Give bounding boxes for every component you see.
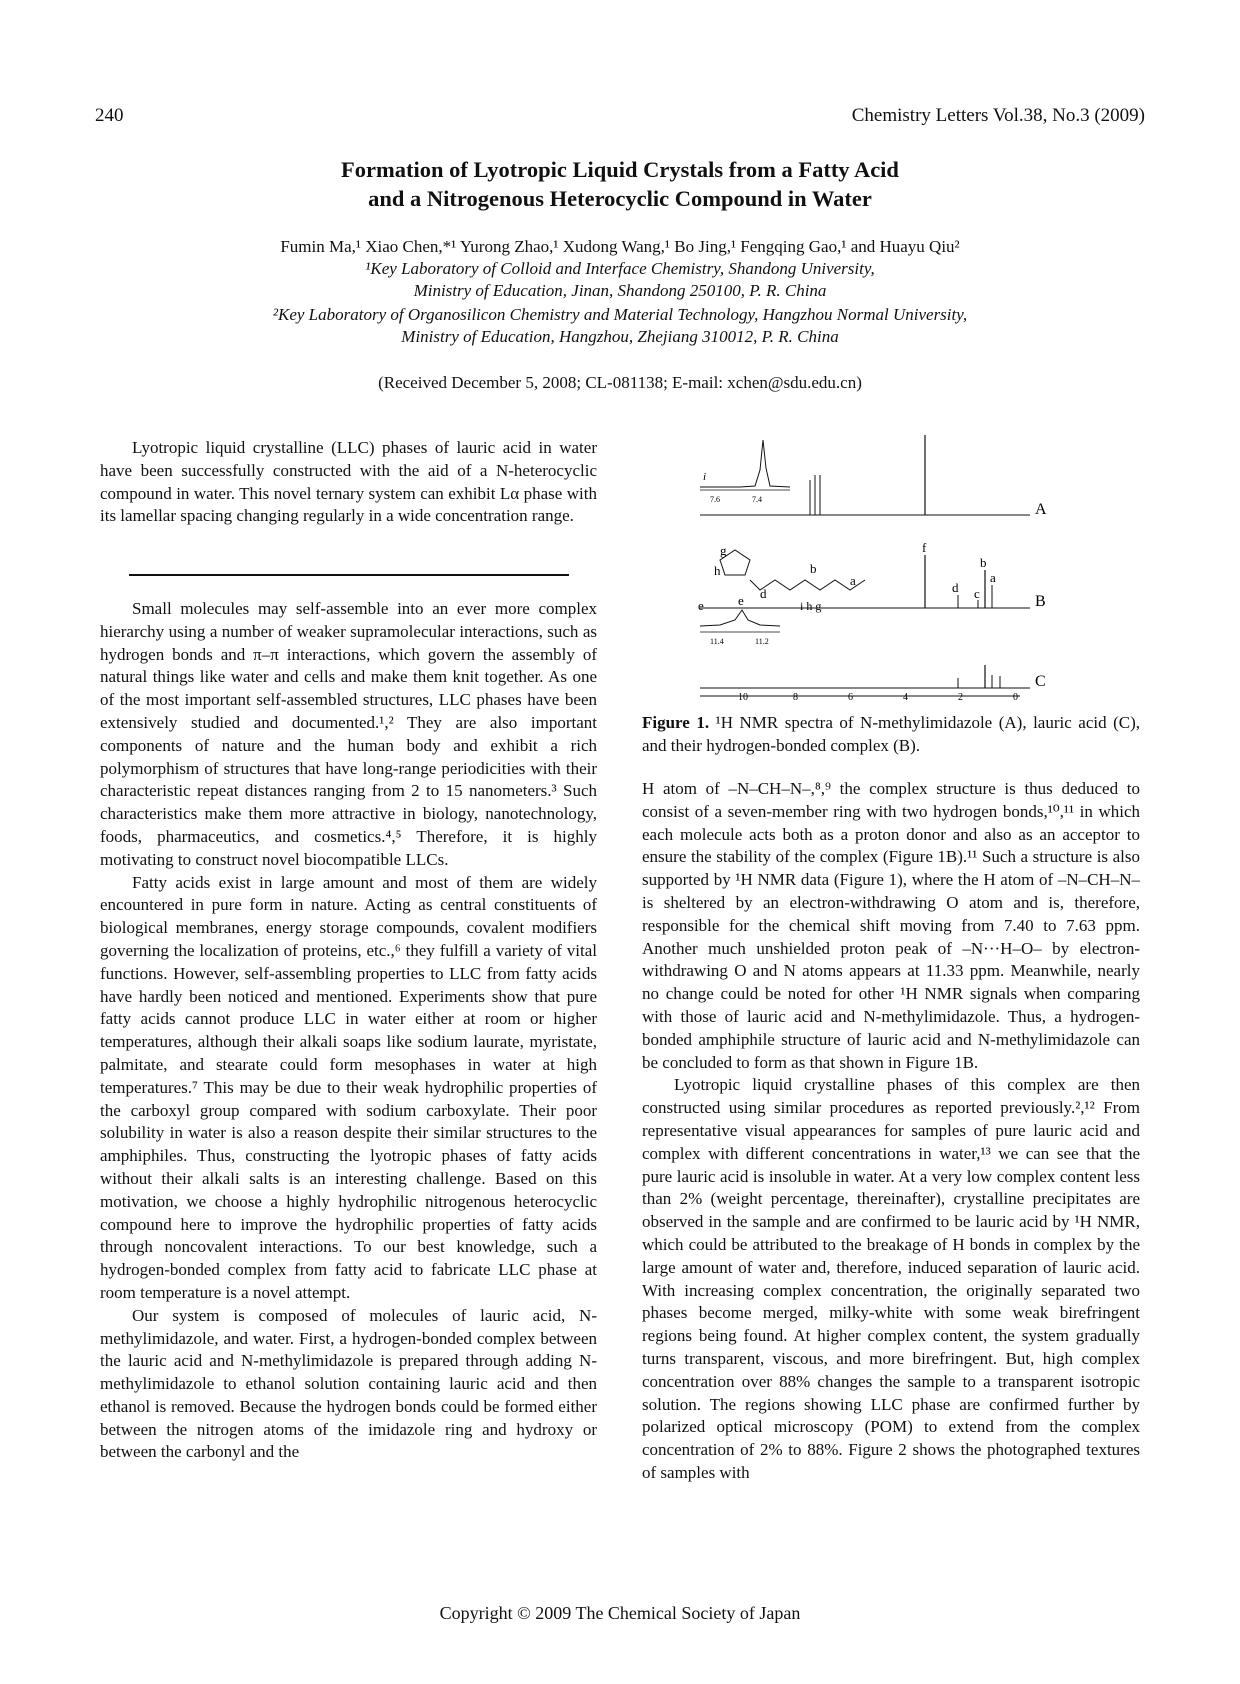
x-axis-ticks xyxy=(738,692,1018,703)
page-number: 240 xyxy=(95,105,124,126)
peak-label: d xyxy=(760,586,767,601)
caption-text: ¹H NMR spectra of N-methylimidazole (A), lauric acid (C), and their hydrogen-bonded complex (B). xyxy=(642,713,1141,755)
nmr-spectra-figure xyxy=(698,430,1140,703)
peak-label: a xyxy=(850,573,856,588)
body-paragraph: Our system is composed of molecules of lauric acid, N-methylimidazole, and water. First, a hydrogen-bonded complex between the lauric acid and N-methylimidazole is prepared through adding N-methylimidazole to ethanol solution containing lauric acid and then ethanol is removed. Because the hydrogen bonds could be formed either between the nitrogen atoms of the imidazole ring and hydroxy or between the carbonyl and the xyxy=(100,1305,597,1462)
abstract-text: Lyotropic liquid crystalline (LLC) phases of lauric acid in water have been successfully constructed with the aid of a N-heterocyclic compound in water. This novel ternary system can exhibit Lα phase with its lamellar spacing changing regularly in a wide concentration range. xyxy=(100,438,597,526)
inset-a-tick: 7.4 xyxy=(752,495,762,504)
journal-citation: Chemistry Letters Vol.38, No.3 (2009) xyxy=(851,105,1145,126)
spectrum-label-a: A xyxy=(1035,501,1047,518)
peak-label: i xyxy=(703,471,707,483)
peak-label: c xyxy=(974,586,980,601)
inset-c-tick: 11.2 xyxy=(755,637,769,646)
peak-label: e xyxy=(738,593,744,608)
right-column xyxy=(642,778,1140,1485)
x-tick-label: 6 xyxy=(848,692,853,703)
body-paragraph: Small molecules may self-assemble into an ever more complex hierarchy using a number of weaker supramolecular interactions, such as hydrogen bonds and π–π interactions, which govern the assembly of natural things like water and cells and make them knit together. As one of the most important self-assembled structures, LLC phases have been extensively studied and documented.¹,² They are also important components of nature and the human body and exhibit a rich polymorphism of structures that have long-range periodicities with their characteristic repeat distances ranging from 2 to 15 nanometers.³ Such characteristics make them more attractive in biology, nanotechnology, foods, pharmaceutics, and cosmetics.⁴,⁵ Therefore, it is highly motivating to construct novel biocompatible LLCs. xyxy=(100,599,597,869)
peak-label: f xyxy=(922,540,927,555)
caption-label: Figure 1. xyxy=(642,713,710,732)
affiliation-1-line-1: ¹Key Laboratory of Colloid and Interface Chemistry, Shandong University, xyxy=(365,259,875,278)
peak-label: g xyxy=(720,543,727,558)
peak-label: a xyxy=(990,570,996,585)
abstract-divider xyxy=(129,574,569,576)
figure-caption xyxy=(642,712,1140,758)
inset-c-tick: 11.4 xyxy=(710,637,724,646)
inset-c-peak xyxy=(700,610,780,626)
title-line-1: Formation of Lyotropic Liquid Crystals from a Fatty Acid xyxy=(341,157,899,182)
alkyl-chain xyxy=(750,580,865,590)
inset-a-tick: 7.6 xyxy=(710,495,720,504)
paper-title xyxy=(0,155,1240,213)
author-list: Fumin Ma,¹ Xiao Chen,*¹ Yurong Zhao,¹ Xudong Wang,¹ Bo Jing,¹ Fengqing Gao,¹ and Huayu Qiu² xyxy=(280,237,960,256)
peak-label: i h g xyxy=(800,599,822,613)
x-tick-label: 2 xyxy=(958,692,963,703)
peak-label: b xyxy=(980,555,987,570)
peak-label: h xyxy=(714,563,721,578)
spectrum-label-c: C xyxy=(1035,673,1046,690)
peak-label: e xyxy=(698,598,704,613)
x-tick-label: 0 xyxy=(1013,692,1018,703)
affiliation-2-line-1: ²Key Laboratory of Organosilicon Chemistry and Material Technology, Hangzhou Normal University, xyxy=(272,305,968,324)
x-tick-label: 8 xyxy=(793,692,798,703)
left-column xyxy=(100,598,597,1464)
received-line: (Received December 5, 2008; CL-081138; E-mail: xchen@sdu.edu.cn) xyxy=(378,373,862,392)
affiliation-1-line-2: Ministry of Education, Jinan, Shandong 250100, P. R. China xyxy=(413,281,827,300)
body-paragraph: H atom of –N–CH–N–,⁸,⁹ the complex structure is thus deduced to consist of a seven-member ring with two hydrogen bonds,¹⁰,¹¹ in which each molecule acts both as a proton donor and also as an acceptor to ensure the stability of the complex (Figure 1B).¹¹ Such a structure is also supported by ¹H NMR data (Figure 1), where the H atom of –N–CH–N– is sheltered by an electron-withdrawing O atom and is, therefore, responsible for the chemical shift moving from 7.40 to 7.63 ppm. Another much unshielded proton peak of –N···H–O– by electron-withdrawing O and N atoms appears at 11.33 ppm. Meanwhile, nearly no change could be noted for other ¹H NMR signals when comparing with those of lauric acid and N-methylimidazole. Thus, a hydrogen-bonded amphiphile structure of lauric acid and N-methylimidazole can be concluded to form as that shown in Figure 1B. xyxy=(642,779,1140,1072)
peak-label: b xyxy=(810,561,817,576)
inset-a-peak xyxy=(700,440,790,487)
title-line-2: and a Nitrogenous Heterocyclic Compound in Water xyxy=(368,186,872,211)
abstract xyxy=(100,437,597,528)
peak-label: d xyxy=(952,580,959,595)
body-paragraph: Lyotropic liquid crystalline phases of this complex are then constructed using similar procedures as reported previously.²,¹² From representative visual appearances for samples of pure lauric acid and complex with different concentrations in water,¹³ we can see that the pure lauric acid is insoluble in water. At a very low complex content less than 2% (weight percentage, thereinafter), crystalline precipitates are observed in the sample and are confirmed to be lauric acid by ¹H NMR, which could be attributed to the breakage of H bonds in complex by the large amount of water and, therefore, induced separation of lauric acid. With increasing complex concentration, the originally separated two phases become merged, milky-white with some weak birefringent regions being found. At higher complex content, the system gradually turns transparent, viscous, and more birefringent. But, high complex concentration over 88% changes the sample to a transparent isotropic solution. The regions showing LLC phase are confirmed further by polarized optical microscopy (POM) to extend from the complex concentration of 2% to 88%. Figure 2 shows the photographed textures of samples with xyxy=(642,1075,1140,1482)
x-tick-label: 4 xyxy=(903,692,908,703)
body-paragraph: Fatty acids exist in large amount and most of them are widely encountered in pure form in nature. Acting as central constituents of biological membranes, energy storage compounds, covalent modifiers governing the localization of proteins, etc.,⁶ they fulfill a variety of vital functions. However, self-assembling properties to LLC from fatty acids have hardly been noticed and mentioned. Experiments show that pure fatty acids cannot produce LLC in water either at room or higher temperatures, although their alkali soaps like sodium laurate, myristate, palmitate, and stearate could form mesophases in water at high temperatures.⁷ This may be due to their weak hydrophilic properties of the carboxyl group compared with sodium carboxylate. Their poor solubility in water is also a reason despite their similar structures to the amphiphiles. Thus, constructing the lyotropic phases of fatty acids without their alkali salts is an interesting challenge. Based on this motivation, we choose a highly hydrophilic nitrogenous heterocyclic compound here to improve the hydrophilic properties of fatty acids through noncovalent interactions. To our best knowledge, such a hydrogen-bonded complex from fatty acid to fabricate LLC phase at room temperature is a novel attempt. xyxy=(100,872,597,1302)
copyright-footer: Copyright © 2009 The Chemical Society of Japan xyxy=(439,1603,801,1623)
spectrum-label-b: B xyxy=(1035,593,1046,610)
x-tick-label: 10 xyxy=(738,692,748,703)
affiliation-2-line-2: Ministry of Education, Hangzhou, Zhejiang 310012, P. R. China xyxy=(401,327,839,346)
